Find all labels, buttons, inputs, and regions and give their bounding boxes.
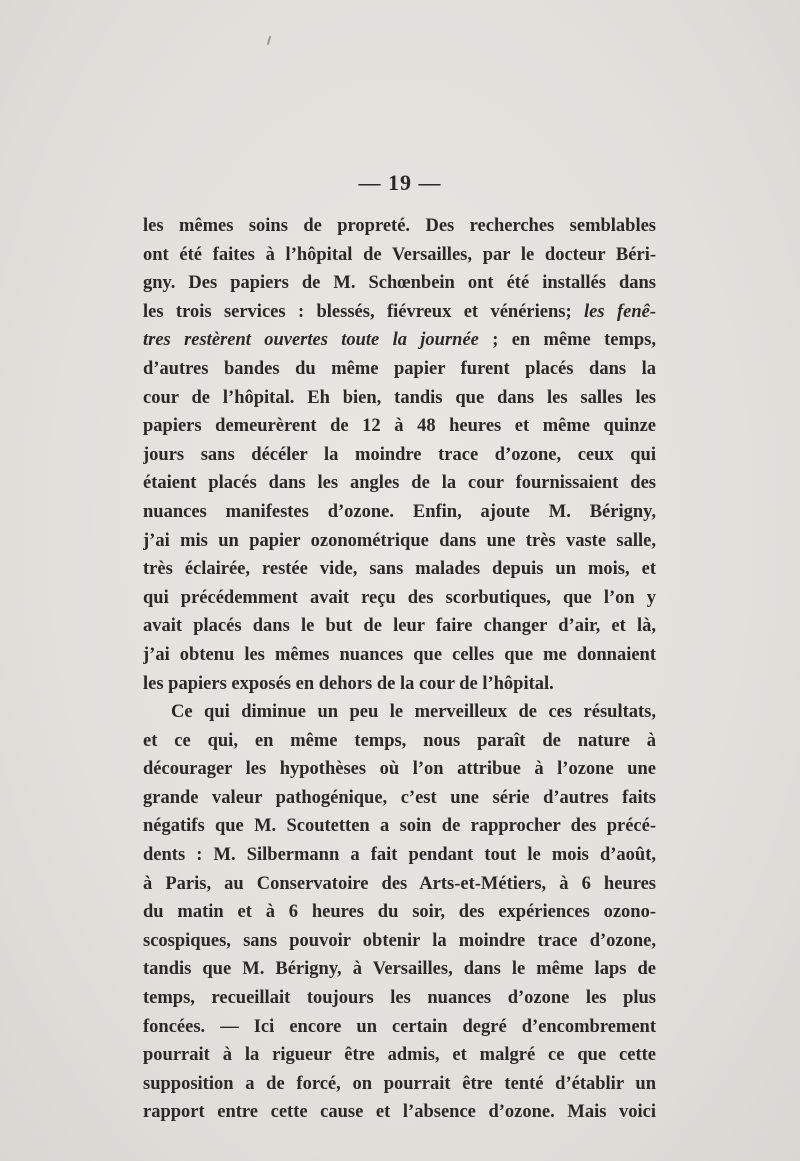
text-line bbox=[143, 841, 656, 870]
text-fragment: avait placés dans le but de leur faire changer d’air, et là, bbox=[143, 616, 656, 637]
page-number: — 19 — bbox=[358, 170, 442, 195]
text-line bbox=[143, 1013, 656, 1042]
text-fragment: ont été faites à l’hôpital de Versailles, par le docteur Béri- bbox=[143, 244, 656, 265]
text-line bbox=[143, 384, 656, 413]
text-line bbox=[143, 898, 656, 927]
text-fragment: pourrait à la rigueur être admis, et malgré ce que cette bbox=[143, 1045, 656, 1066]
text-line bbox=[143, 812, 656, 841]
text-fragment: scospiques, sans pouvoir obtenir la moindre trace d’ozone, bbox=[143, 930, 656, 951]
text-line bbox=[143, 298, 656, 327]
text-line bbox=[143, 1070, 656, 1099]
text-line bbox=[143, 212, 656, 241]
text-fragment: cour de l’hôpital. Eh bien, tandis que dans les salles les bbox=[143, 387, 656, 408]
italic-text: les fenê- bbox=[584, 301, 656, 322]
text-fragment: ; en même temps, bbox=[478, 330, 656, 351]
text-line bbox=[143, 927, 656, 956]
body-text bbox=[143, 212, 656, 1127]
text-fragment: supposition a de forcé, on pourrait être tenté d’établir un bbox=[143, 1073, 656, 1094]
italic-text: tres restèrent ouvertes toute la journée bbox=[143, 330, 479, 351]
text-fragment: les papiers exposés en dehors de la cour de l’hôpital. bbox=[143, 673, 554, 694]
text-line bbox=[143, 441, 656, 470]
text-line bbox=[143, 269, 656, 298]
text-line bbox=[143, 584, 656, 613]
text-fragment: décourager les hypothèses où l’on attribue à l’ozone une bbox=[143, 759, 656, 780]
text-fragment: gny. Des papiers de M. Schœnbein ont été installés dans bbox=[143, 273, 656, 294]
text-fragment: nuances manifestes d’ozone. Enfin, ajoute M. Bérigny, bbox=[143, 501, 656, 522]
text-fragment: jours sans décéler la moindre trace d’ozone, ceux qui bbox=[143, 444, 656, 465]
text-fragment: et ce qui, en même temps, nous paraît de nature à bbox=[143, 730, 656, 751]
text-fragment: Ce qui diminue un peu le merveilleux de ces résultats, bbox=[171, 702, 656, 723]
text-line bbox=[143, 612, 656, 641]
text-line bbox=[143, 755, 656, 784]
text-fragment: à Paris, au Conservatoire des Arts-et-Métiers, à 6 heures bbox=[143, 873, 656, 894]
text-fragment: dents : M. Silbermann a fait pendant tout le mois d’août, bbox=[143, 845, 656, 866]
text-fragment: très éclairée, restée vide, sans malades depuis un mois, et bbox=[143, 559, 656, 580]
text-line bbox=[143, 870, 656, 899]
text-line bbox=[143, 241, 656, 270]
text-fragment: les trois services : blessés, fiévreux et vénériens; bbox=[143, 301, 585, 322]
text-line bbox=[143, 727, 656, 756]
text-line bbox=[143, 1098, 656, 1127]
text-line bbox=[143, 326, 656, 355]
text-line bbox=[143, 698, 656, 727]
text-line bbox=[143, 527, 656, 556]
text-fragment: grande valeur pathogénique, c’est une série d’autres faits bbox=[143, 787, 656, 808]
text-line bbox=[143, 955, 656, 984]
text-line bbox=[143, 784, 656, 813]
text-line bbox=[143, 412, 656, 441]
text-fragment: négatifs que M. Scoutetten a soin de rapprocher des précé- bbox=[143, 816, 656, 837]
text-line bbox=[143, 984, 656, 1013]
text-fragment: les mêmes soins de propreté. Des recherches semblables bbox=[143, 216, 656, 236]
text-fragment: temps, recueillait toujours les nuances d’ozone les plus bbox=[143, 988, 656, 1009]
text-fragment: du matin et à 6 heures du soir, des expériences ozono- bbox=[143, 902, 656, 923]
stray-pen-mark bbox=[267, 36, 271, 45]
text-fragment: rapport entre cette cause et l’absence d’ozone. Mais voici bbox=[143, 1102, 656, 1123]
text-line bbox=[143, 670, 656, 699]
text-line bbox=[143, 555, 656, 584]
text-line bbox=[143, 1041, 656, 1070]
text-fragment: qui précédemment avait reçu des scorbutiques, que l’on y bbox=[143, 587, 656, 608]
text-fragment: étaient placés dans les angles de la cour fournissaient des bbox=[143, 473, 656, 494]
text-line bbox=[143, 641, 656, 670]
text-fragment: j’ai mis un papier ozonométrique dans une très vaste salle, bbox=[143, 530, 656, 551]
text-line bbox=[143, 469, 656, 498]
text-fragment: tandis que M. Bérigny, à Versailles, dans le même laps de bbox=[143, 959, 656, 980]
text-fragment: papiers demeurèrent de 12 à 48 heures et même quinze bbox=[143, 416, 656, 437]
text-line bbox=[143, 355, 656, 384]
text-fragment: foncées. — Ici encore un certain degré d’encombrement bbox=[143, 1016, 656, 1037]
text-fragment: d’autres bandes du même papier furent placés dans la bbox=[143, 358, 656, 379]
text-line bbox=[143, 498, 656, 527]
text-fragment: j’ai obtenu les mêmes nuances que celles que me donnaient bbox=[143, 644, 656, 665]
